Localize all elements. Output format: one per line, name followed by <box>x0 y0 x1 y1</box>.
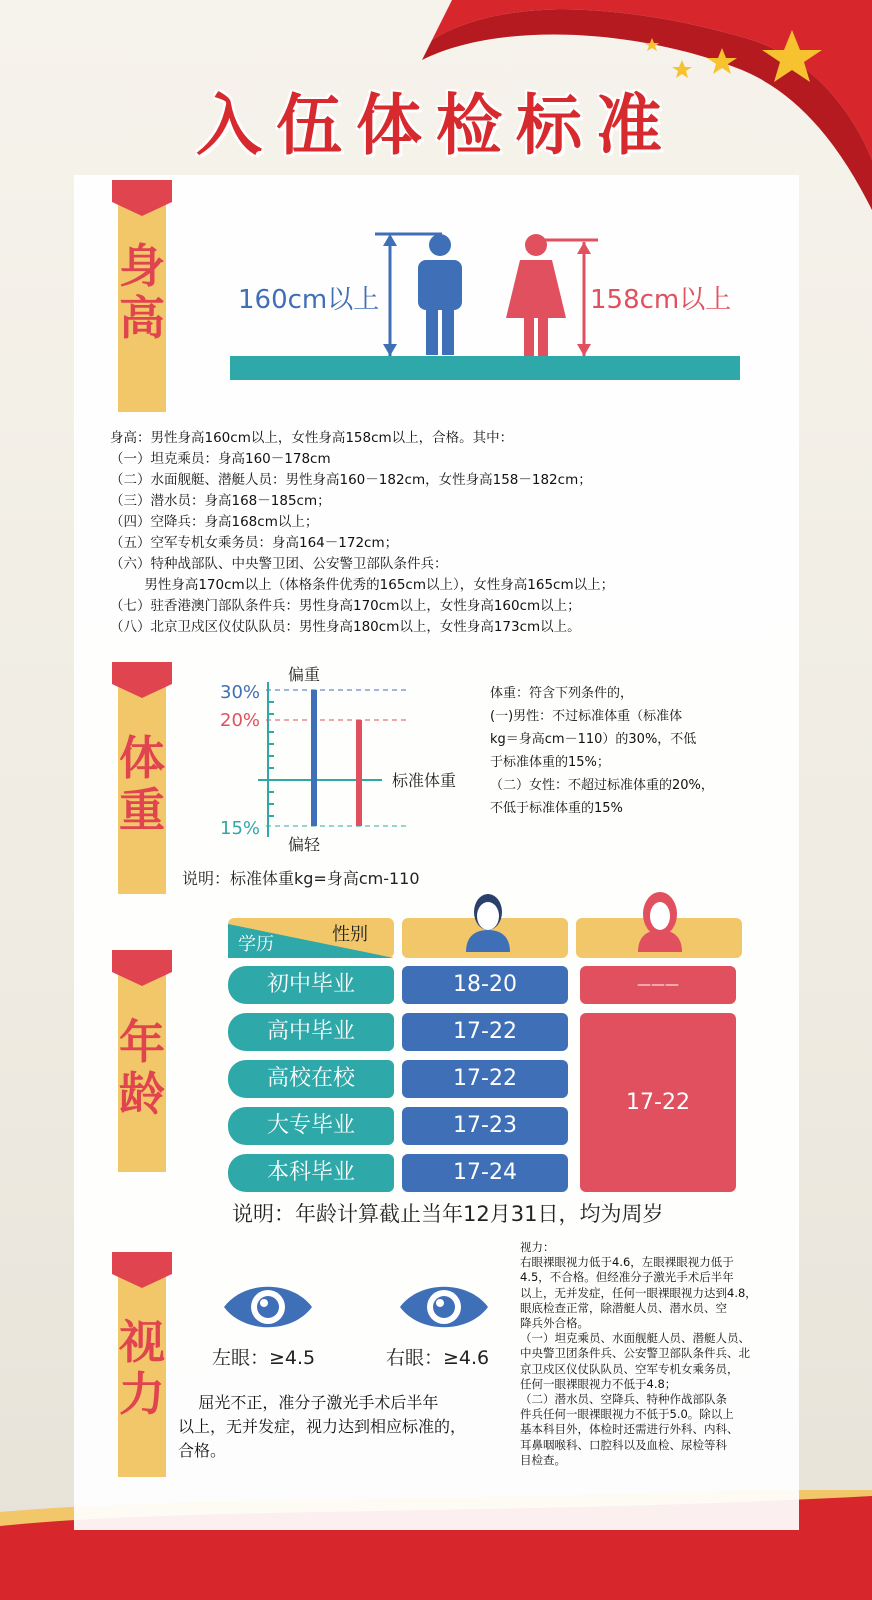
male-age-cell: 17-22 <box>402 1060 568 1098</box>
male-figure-icon <box>418 234 462 355</box>
tab-cap <box>112 1252 172 1288</box>
standard-weight-label: 标准体重 <box>392 771 457 790</box>
section-label: 年龄 <box>119 1015 165 1121</box>
tab-cap <box>112 180 172 216</box>
vision-detail-line: 以上，无并发症，任何一眼裸眼视力达到4.8， <box>520 1286 757 1300</box>
weight-range-diagram <box>214 662 484 857</box>
vision-detail-line: 中央警卫团条件兵、公安警卫部队条件兵、北 <box>520 1346 750 1360</box>
height-illustration <box>230 228 750 383</box>
section-tab-age <box>118 950 166 1172</box>
weight-line: （二）女性：不超过标准体重的20%， <box>490 778 714 793</box>
weight-line: 于标准体重的15%； <box>490 755 610 770</box>
edu-cell: 本科毕业 <box>228 1154 394 1192</box>
section-label: 视力 <box>119 1315 165 1421</box>
vision-summary-line: 合格。 <box>178 1441 227 1460</box>
male-height-label: 160cm以上 <box>238 285 380 315</box>
vision-detail-line: 视力： <box>520 1240 555 1254</box>
vision-detail-line: 目检查。 <box>520 1453 566 1467</box>
female-avatar-icon <box>634 890 686 954</box>
height-line: 男性身高170cm以上（体格条件优秀的165cm以上），女性身高165cm以上； <box>110 577 615 593</box>
male-age-cell: 17-24 <box>402 1154 568 1192</box>
pct-30-label: 30% <box>220 682 261 703</box>
weight-formula-note: 说明：标准体重kg=身高cm-110 <box>182 869 420 888</box>
female-figure-icon <box>506 234 566 356</box>
vision-summary-line: 屈光不正，准分子激光手术后半年 <box>178 1393 439 1412</box>
right-eye-icon <box>398 1282 490 1332</box>
vision-detail-line: 任何一眼裸眼视力不低于4.8； <box>520 1377 677 1391</box>
section-label: 体重 <box>119 731 165 837</box>
vision-detail-line: （一）坦克乘员、水面舰艇人员、潜艇人员、 <box>520 1331 750 1345</box>
underweight-label: 偏轻 <box>288 835 321 854</box>
page-title: 入伍体检标准 <box>196 87 676 164</box>
male-avatar-icon <box>462 890 514 954</box>
vision-detail-line: 耳鼻咽喉科、口腔科以及血检、尿检等科 <box>520 1438 727 1452</box>
tab-cap <box>112 950 172 986</box>
header-education: 学历 <box>238 934 274 955</box>
weight-line: (一)男性：不过标准体重（标准体 <box>490 709 683 724</box>
vision-detail-line: 基本科目外，体检时还需进行外科、内科、 <box>520 1422 739 1436</box>
female-age-cell: ——— <box>580 966 736 1004</box>
edu-cell: 高校在校 <box>228 1060 394 1098</box>
section-tab-vision <box>118 1252 166 1477</box>
weight-line: 体重：符含下列条件的， <box>490 686 634 701</box>
weight-line: kg＝身高cm－110）的30%，不低 <box>490 732 697 747</box>
height-line: （六）特种战部队、中央警卫团、公安警卫部队条件兵： <box>110 556 448 572</box>
female-age-merged-cell: 17-22 <box>580 1013 736 1192</box>
pct-15-label: 15% <box>220 818 261 839</box>
vision-detail-line: 降兵外合格。 <box>520 1316 589 1330</box>
age-note: 说明：年龄计算截止当年12月31日，均为周岁 <box>232 1202 664 1226</box>
section-tab-weight <box>118 662 166 894</box>
left-eye-icon <box>222 1282 314 1332</box>
female-height-label: 158cm以上 <box>590 285 732 315</box>
age-table-header-corner <box>228 918 394 958</box>
section-tab-height <box>118 180 166 412</box>
left-eye-standard: 左眼：≥4.5 <box>212 1347 316 1369</box>
vision-detail-line: 件兵任何一眼裸眼视力不低于5.0。除以上 <box>520 1407 734 1421</box>
vision-detail-line: 4.5，不合格。但经准分子激光手术后半年 <box>520 1270 734 1284</box>
height-line: （二）水面舰艇、潜艇人员：男性身高160－182cm，女性身高158－182cm； <box>110 472 592 488</box>
vision-detail-line: 眼底检查正常，除潜艇人员、潜水员、空 <box>520 1301 727 1315</box>
male-age-cell: 18-20 <box>402 966 568 1004</box>
height-line: （七）驻香港澳门部队条件兵：男性身高170cm以上，女性身高160cm以上； <box>110 598 581 614</box>
overweight-label: 偏重 <box>288 665 321 684</box>
edu-cell: 大专毕业 <box>228 1107 394 1145</box>
right-eye-standard: 右眼：≥4.6 <box>386 1347 490 1369</box>
section-label: 身高 <box>119 239 165 345</box>
height-line: （三）潜水员：身高168－185cm； <box>110 493 331 509</box>
tab-cap <box>112 662 172 698</box>
header-gender: 性别 <box>332 924 368 945</box>
male-age-cell: 17-22 <box>402 1013 568 1051</box>
vision-detail-line: 京卫戍区仪仗队队员、空军专机女乘务员， <box>520 1362 739 1376</box>
height-line: 身高：男性身高160cm以上，女性身高158cm以上，合格。其中： <box>110 430 514 446</box>
weight-line: 不低于标准体重的15% <box>490 801 623 816</box>
height-line: （五）空军专机女乘务员：身高164－172cm； <box>110 535 399 551</box>
vision-summary-line: 以上，无并发症，视力达到相应标准的， <box>178 1417 467 1436</box>
height-line: （一）坦克乘员：身高160－178cm <box>110 451 331 467</box>
vision-detail-line: 右眼裸眼视力低于4.6，左眼裸眼视力低于 <box>520 1255 734 1269</box>
vision-detail-line: （二）潜水员、空降兵、特种作战部队条 <box>520 1392 727 1406</box>
pct-20-label: 20% <box>220 710 261 731</box>
height-line: （四）空降兵：身高168cm以上； <box>110 514 319 530</box>
male-age-cell: 17-23 <box>402 1107 568 1145</box>
height-line: （八）北京卫戍区仪仗队队员：男性身高180cm以上，女性身高173cm以上。 <box>110 619 581 635</box>
edu-cell: 高中毕业 <box>228 1013 394 1051</box>
edu-cell: 初中毕业 <box>228 966 394 1004</box>
